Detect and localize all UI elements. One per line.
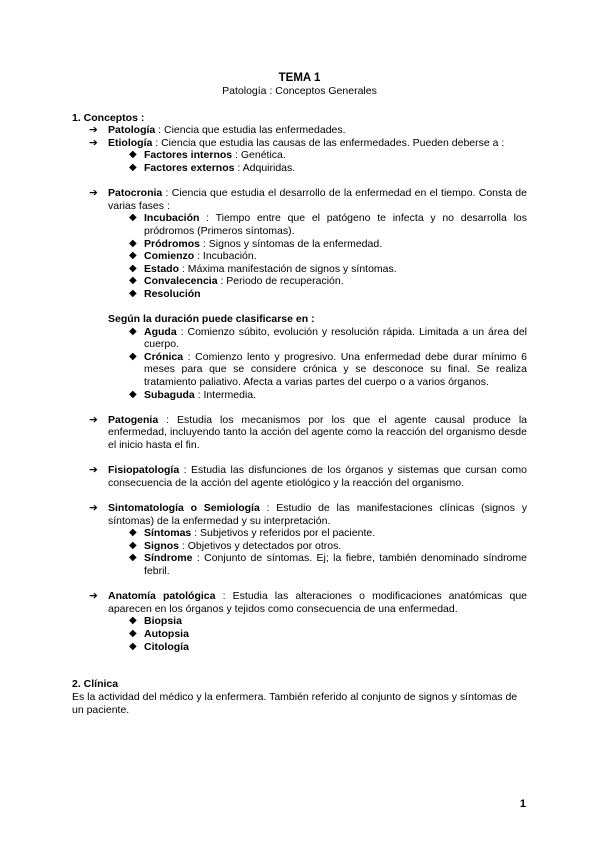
- list-item: [72, 389, 527, 402]
- document-page: [72, 72, 527, 716]
- item-term: Convalecencia: [144, 275, 218, 288]
- item-term: Subaguda: [144, 388, 195, 401]
- document-title: TEMA 1: [278, 72, 321, 84]
- item-term: Estado: [144, 262, 180, 275]
- list-item: [72, 149, 527, 162]
- item-text: : Conjunto de síntomas. Ej; la fiebre, también denominado síndrome febril.: [144, 552, 527, 577]
- concept-text: : Estudia los mecanismos por los que el agente causal produce la enfermedad, incluyendo tanto la acción del agente como la reacción del organismo desde el inicio hasta el fin.: [108, 413, 527, 452]
- item-term: Biopsia: [144, 615, 182, 628]
- concept-term: Patogenia: [108, 413, 159, 426]
- item-term: Aguda: [144, 325, 177, 338]
- list-item: [72, 615, 527, 628]
- concept-term: Sintomatología o Semiología: [108, 502, 260, 514]
- list-item: [72, 288, 527, 301]
- diamond-bullet-icon: ◆: [129, 287, 137, 299]
- arrow-bullet-icon: ➔: [89, 136, 98, 149]
- item-term: Citología: [144, 640, 189, 653]
- concept-term: Etiología: [108, 136, 153, 149]
- arrow-bullet-icon: ➔: [89, 413, 98, 426]
- item-term: Síndrome: [144, 552, 193, 565]
- item-term: Signos: [144, 539, 180, 552]
- diamond-bullet-icon: ◆: [129, 627, 137, 639]
- item-term: Factores externos: [144, 161, 235, 174]
- list-item: [72, 552, 527, 577]
- item-text: : Genética.: [232, 149, 286, 162]
- concept-term: Fisiopatología: [108, 464, 180, 477]
- item-term: Autopsia: [144, 627, 189, 640]
- section-2-text: Es la actividad del médico y la enfermera. También referido al conjunto de signos y síntomas de un paciente.: [72, 690, 518, 716]
- concept-text: : Estudia las alteraciones o modificaciones anatómicas que aparecen en los órganos y tejidos como consecuencia de una enfermedad.: [108, 590, 527, 615]
- item-term: Resolución: [144, 287, 201, 300]
- item-text: : Comienzo lento y progresivo. Una enfermedad debe durar mínimo 6 meses para que se considere crónica y se desconoce su final. Se realiza tratamiento paliativo. Afecta a varias partes del cuerpo o a varios órganos.: [144, 350, 527, 389]
- item-text: : Máxima manifestación de signos y síntomas.: [179, 262, 397, 275]
- item-text: : Adquiridas.: [234, 161, 296, 174]
- concept-term: Patocronia: [108, 187, 163, 200]
- item-text: : Periodo de recuperación.: [217, 275, 344, 288]
- item-text: : Signos y síntomas de la enfermedad.: [200, 237, 383, 250]
- concept-patogenia: [72, 414, 527, 452]
- list-item: [72, 275, 527, 288]
- concept-patocronia: [72, 187, 527, 212]
- diamond-bullet-icon: ◆: [129, 237, 137, 249]
- item-text: : Tiempo entre que el patógeno te infecta y no desarrolla los pródromos (Primeros síntomas).: [144, 212, 527, 237]
- concept-term: Anatomía patológica: [108, 590, 216, 603]
- concept-sintomatologia: [72, 502, 527, 527]
- diamond-bullet-icon: ◆: [129, 552, 137, 564]
- diamond-bullet-icon: ◆: [129, 149, 137, 161]
- item-text: : Objetivos y detectados por otros.: [179, 539, 342, 552]
- arrow-bullet-icon: ➔: [89, 187, 98, 200]
- concept-patologia: [72, 124, 527, 137]
- item-text: : Intermedia.: [194, 388, 257, 401]
- item-term: Factores internos: [144, 149, 233, 162]
- item-term: Síntomas: [144, 527, 192, 540]
- diamond-bullet-icon: ◆: [129, 640, 137, 652]
- item-text: : Incubación.: [194, 250, 257, 263]
- item-term: Comienzo: [144, 250, 195, 263]
- page-number: 1: [519, 798, 526, 810]
- diamond-bullet-icon: ◆: [129, 275, 137, 287]
- list-item: [72, 628, 527, 641]
- item-term: Pródromos: [144, 237, 201, 250]
- section-2-heading: 2. Clínica: [72, 678, 119, 691]
- arrow-bullet-icon: ➔: [89, 464, 98, 477]
- list-item: [72, 263, 527, 276]
- arrow-bullet-icon: ➔: [89, 502, 98, 514]
- list-item: [72, 540, 527, 553]
- list-item: [72, 250, 527, 263]
- list-item: [72, 641, 527, 654]
- concept-etiologia: [72, 137, 527, 150]
- concept-anatomia-patologica: [72, 590, 527, 615]
- list-item: [72, 238, 527, 251]
- concept-text: : Ciencia que estudia las enfermedades.: [155, 124, 346, 137]
- list-item: [72, 162, 527, 175]
- item-term: Crónica: [144, 350, 184, 363]
- diamond-bullet-icon: ◆: [129, 615, 137, 627]
- diamond-bullet-icon: ◆: [129, 161, 137, 173]
- item-text: : Subjetivos y referidos por el paciente.: [191, 527, 376, 540]
- diamond-bullet-icon: ◆: [129, 527, 137, 539]
- item-text: : Comienzo súbito, evolución y resolución rápida. Limitada a un área del cuerpo.: [144, 325, 527, 351]
- concept-text: : Estudia las disfunciones de los órganos y sistemas que cursan como consecuencia de la acción del agente etiológico y la reacción del organismo.: [108, 464, 527, 489]
- document-subtitle: Patología : Conceptos Generales: [222, 85, 377, 97]
- concept-text: : Estudio de las manifestaciones clínicas (signos y síntomas) de la enfermedad y su interpretación.: [108, 502, 528, 527]
- arrow-bullet-icon: ➔: [89, 590, 98, 603]
- diamond-bullet-icon: ◆: [129, 350, 137, 362]
- item-term: Incubación: [144, 212, 200, 225]
- concept-text: : Ciencia que estudia las causas de las enfermedades. Pueden deberse a :: [152, 136, 505, 149]
- concept-text: : Ciencia que estudia el desarrollo de la enfermedad en el tiempo. Consta de varias fases :: [108, 187, 527, 212]
- concept-fisiopatologia: [72, 464, 527, 489]
- list-item: [72, 527, 527, 540]
- diamond-bullet-icon: ◆: [129, 539, 137, 551]
- list-item: [72, 326, 527, 351]
- diamond-bullet-icon: ◆: [129, 262, 137, 274]
- arrow-bullet-icon: ➔: [89, 124, 98, 137]
- diamond-bullet-icon: ◆: [129, 250, 137, 262]
- list-item: [72, 212, 527, 237]
- list-item: [72, 351, 527, 389]
- section-1-heading: 1. Conceptos :: [72, 111, 145, 124]
- diamond-bullet-icon: ◆: [129, 212, 137, 224]
- diamond-bullet-icon: ◆: [129, 325, 137, 337]
- diamond-bullet-icon: ◆: [129, 388, 137, 400]
- duration-heading: Según la duración puede clasificarse en :: [108, 313, 315, 326]
- concept-term: Patología: [108, 124, 156, 137]
